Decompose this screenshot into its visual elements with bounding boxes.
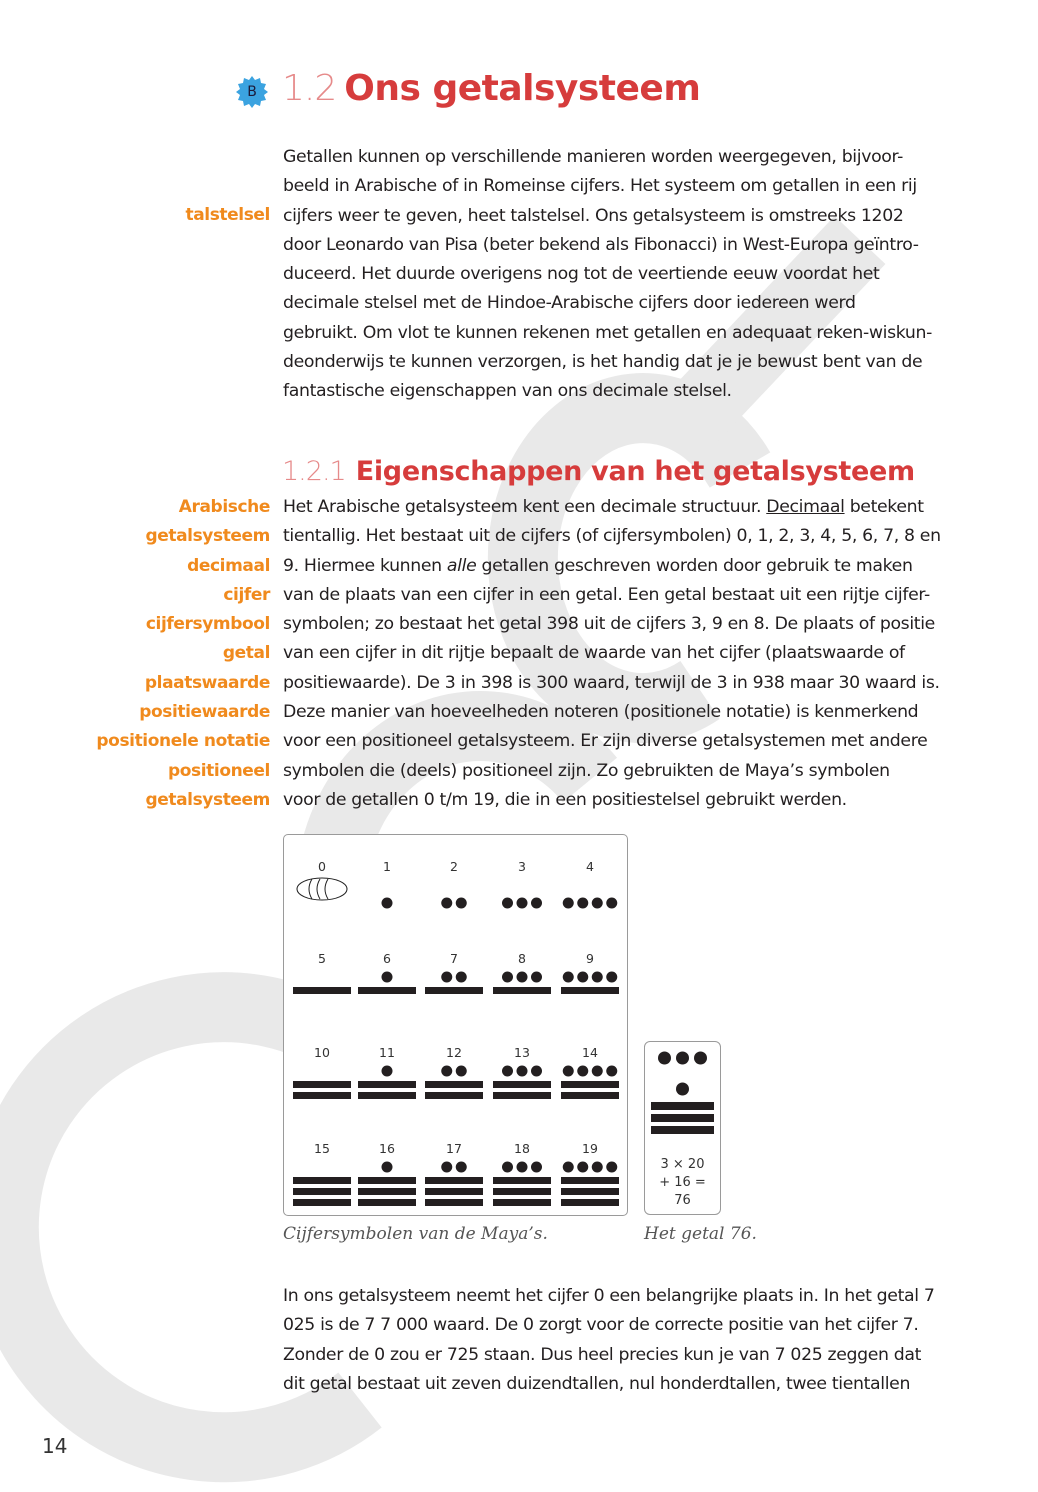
maya-symbol xyxy=(560,937,620,1017)
equation-line: 3 × 20 xyxy=(660,1157,705,1172)
numeral-label: 5 xyxy=(318,951,326,966)
maya-symbol xyxy=(357,1031,417,1111)
numeral-label: 0 xyxy=(318,859,326,874)
maya-dot xyxy=(531,1162,542,1173)
numeral-label: 1 xyxy=(383,859,391,874)
maya-dot xyxy=(563,898,574,909)
text-line: door Leonardo van Pisa (beter bekend als Fibonacci) in West-Europa geïntro- xyxy=(283,234,919,255)
maya-dot xyxy=(517,1162,528,1173)
text-line: Deze manier van hoeveelheden noteren (positionele notatie) is kenmerkend xyxy=(283,702,919,723)
equation xyxy=(645,1156,720,1210)
maya-numeral-11 xyxy=(357,1031,417,1111)
maya-bar xyxy=(293,1199,351,1206)
maya-bar xyxy=(358,1177,416,1184)
maya-symbol xyxy=(560,1031,620,1111)
text-line: beeld in Arabische of in Romeinse cijfers. Het systeem om getallen in een rij xyxy=(283,176,917,197)
maya-bar xyxy=(561,1177,619,1184)
margin-term: cijfer xyxy=(223,584,270,605)
maya-symbol xyxy=(292,845,352,925)
maya-symbol xyxy=(560,845,620,925)
section-badge xyxy=(236,76,268,108)
text-span: 9. Hiermee kunnen xyxy=(283,555,447,576)
numeral-label: 8 xyxy=(518,951,526,966)
numeral-label: 14 xyxy=(582,1045,598,1060)
maya-dot xyxy=(577,972,588,983)
maya-dot xyxy=(577,1066,588,1077)
maya-numeral-19 xyxy=(560,1127,620,1207)
maya-dot xyxy=(577,1162,588,1173)
maya-dot xyxy=(676,1052,689,1065)
text-line: symbolen; zo bestaat het getal 398 uit de cijfers 3, 9 en 8. De plaats of positie xyxy=(283,614,935,635)
maya-dot xyxy=(592,972,603,983)
maya-bar xyxy=(493,1177,551,1184)
text-line: van de plaats van een cijfer in een getal. Een getal bestaat uit een rijtje cijfer- xyxy=(283,584,930,605)
maya-dot xyxy=(592,1066,603,1077)
maya-bar xyxy=(651,1102,714,1110)
maya-bar xyxy=(358,987,416,994)
maya-dot xyxy=(563,972,574,983)
maya-dot xyxy=(456,898,467,909)
margin-term: positionele notatie xyxy=(96,731,270,752)
maya-dot xyxy=(502,1162,513,1173)
maya-dot xyxy=(676,1083,689,1096)
margin-term: plaatswaarde xyxy=(144,672,270,693)
maya-symbol xyxy=(424,845,484,925)
text-line xyxy=(283,552,948,581)
maya-symbol xyxy=(357,937,417,1017)
maya-symbol xyxy=(492,845,552,925)
text-line: cijfers weer te geven, heet talstelsel. Ons getalsysteem is omstreeks 1202 xyxy=(283,205,904,226)
numeral-label: 13 xyxy=(514,1045,530,1060)
maya-dot xyxy=(502,972,513,983)
maya-dot xyxy=(606,1066,617,1077)
maya-numeral-1 xyxy=(357,845,417,925)
margin-terms-subsection xyxy=(96,493,270,815)
maya-bar xyxy=(293,1188,351,1195)
maya-symbol xyxy=(492,937,552,1017)
maya-bar xyxy=(425,1177,483,1184)
text-line: van een cijfer in dit rijtje bepaalt de waarde van het cijfer (plaatswaarde of xyxy=(283,643,905,664)
text-line: symbolen die (deels) positioneel zijn. Zo gebruikten de Maya’s symbolen xyxy=(283,760,890,781)
maya-bar xyxy=(293,1177,351,1184)
numeral-label: 12 xyxy=(446,1045,462,1060)
maya-numeral-7 xyxy=(424,937,484,1017)
maya-dot xyxy=(441,898,452,909)
badge-letter: B xyxy=(247,84,257,100)
maya-dot xyxy=(592,898,603,909)
maya-numeral-12 xyxy=(424,1031,484,1111)
margin-term: positioneel xyxy=(167,760,270,781)
text-line xyxy=(283,493,948,522)
maya-bar xyxy=(425,1092,483,1099)
maya-symbol xyxy=(292,1127,352,1207)
maya-bar xyxy=(358,1188,416,1195)
section-heading xyxy=(282,68,700,109)
text-line: dit getal bestaat uit zeven duizendtallen, nul honderdtallen, twee tientallen xyxy=(283,1373,911,1394)
maya-dot xyxy=(517,972,528,983)
maya-dot xyxy=(502,1066,513,1077)
text-line: decimale stelsel met de Hindoe-Arabische cijfers door iedereen werd xyxy=(283,293,856,314)
maya-numeral-2 xyxy=(424,845,484,925)
maya-numeral-14 xyxy=(560,1031,620,1111)
text-line: fantastische eigenschappen van ons decimale stelsel. xyxy=(283,381,732,402)
maya-bar xyxy=(493,1188,551,1195)
margin-terms-section xyxy=(185,201,270,230)
maya-dot xyxy=(531,972,542,983)
equation-line: + 16 = xyxy=(659,1175,706,1190)
intro-paragraph xyxy=(283,143,948,407)
maya-dot xyxy=(577,898,588,909)
maya-76-figure xyxy=(644,1041,721,1215)
maya-numeral-18 xyxy=(492,1127,552,1207)
numeral-label: 15 xyxy=(314,1141,330,1156)
text-line: Getallen kunnen op verschillende manieren worden weergegeven, bijvoor- xyxy=(283,147,904,167)
subsection-number: 1.2.1 xyxy=(282,456,346,487)
numeral-label: 7 xyxy=(450,951,458,966)
margin-term: Arabische xyxy=(178,497,270,517)
numeral-label: 11 xyxy=(379,1045,395,1060)
maya-dot xyxy=(382,898,393,909)
text-line: positiewaarde). De 3 in 398 is 300 waard, terwijl de 3 in 938 maar 30 waard is. xyxy=(283,672,940,693)
text-line: tientallig. Het bestaat uit de cijfers (of cijfersymbolen) 0, 1, 2, 3, 4, 5, 6, 7, 8 en xyxy=(283,526,941,547)
maya-dot xyxy=(517,1066,528,1077)
maya-bar xyxy=(425,1199,483,1206)
italic-term: alle xyxy=(446,555,477,576)
text-line: voor de getallen 0 t/m 19, die in een positiestelsel gebruikt werden. xyxy=(283,789,847,810)
maya-dot xyxy=(606,898,617,909)
maya-dot xyxy=(502,898,513,909)
maya-bar xyxy=(561,987,619,994)
margin-term: decimaal xyxy=(187,555,270,576)
maya-symbol xyxy=(292,1031,352,1111)
underlined-term: Decimaal xyxy=(766,497,845,517)
page-number: 14 xyxy=(42,1434,68,1458)
numeral-label: 6 xyxy=(383,951,391,966)
properties-paragraph xyxy=(283,493,948,815)
numeral-label: 17 xyxy=(446,1141,462,1156)
maya-dot xyxy=(441,972,452,983)
numeral-label: 3 xyxy=(518,859,526,874)
maya-bar xyxy=(358,1199,416,1206)
text-line: voor een positioneel getalsysteem. Er zijn diverse getalsystemen met andere xyxy=(283,731,928,752)
maya-numeral-5 xyxy=(292,937,352,1017)
maya-symbol xyxy=(424,1031,484,1111)
maya-bar xyxy=(425,1081,483,1088)
maya-bar xyxy=(493,1092,551,1099)
text-span: Het Arabische getalsysteem kent een decimale structuur. xyxy=(283,497,767,517)
text-line: deonderwijs te kunnen verzorgen, is het handig dat je je bewust bent van de xyxy=(283,352,923,373)
closing-paragraph xyxy=(283,1282,948,1399)
margin-term: getalsysteem xyxy=(145,789,270,810)
maya-dot xyxy=(563,1162,574,1173)
margin-term: positiewaarde xyxy=(139,702,270,723)
maya-bar xyxy=(358,1081,416,1088)
maya-dot xyxy=(382,972,393,983)
subsection-heading xyxy=(282,456,915,487)
maya-dot xyxy=(456,972,467,983)
maya-dot xyxy=(531,1066,542,1077)
section-title: Ons getalsysteem xyxy=(344,68,701,109)
maya-numeral-8 xyxy=(492,937,552,1017)
maya-bar xyxy=(293,987,351,994)
maya-dot xyxy=(382,1162,393,1173)
numeral-label: 19 xyxy=(582,1141,598,1156)
maya-symbol xyxy=(357,1127,417,1207)
maya-numeral-6 xyxy=(357,937,417,1017)
maya-bar xyxy=(493,987,551,994)
maya-numeral-16 xyxy=(357,1127,417,1207)
margin-term: getal xyxy=(222,643,270,664)
maya-dot xyxy=(456,1162,467,1173)
maya-bar xyxy=(561,1081,619,1088)
numeral-label: 4 xyxy=(586,859,594,874)
maya-dot xyxy=(563,1066,574,1077)
maya-bar xyxy=(293,1081,351,1088)
text-line: Zonder de 0 zou er 725 staan. Dus heel precies kun je van 7 025 zeggen dat xyxy=(283,1344,922,1365)
maya-symbol xyxy=(560,1127,620,1207)
maya-numeral-13 xyxy=(492,1031,552,1111)
margin-term: getalsysteem xyxy=(145,526,270,547)
numeral-label: 2 xyxy=(450,859,458,874)
maya-bar xyxy=(651,1114,714,1122)
maya-dot xyxy=(658,1052,671,1065)
text-line: gebruikt. Om vlot te kunnen rekenen met getallen en adequaat reken-wiskun- xyxy=(283,322,932,343)
maya-bar xyxy=(651,1126,714,1134)
text-line: In ons getalsysteem neemt het cijfer 0 een belangrijke plaats in. In het getal 7 xyxy=(283,1286,935,1306)
text-span: getallen geschreven worden door gebruik te maken xyxy=(476,555,913,576)
maya-symbol xyxy=(492,1031,552,1111)
maya-dot xyxy=(382,1066,393,1077)
maya-dot xyxy=(456,1066,467,1077)
maya-figure-caption: Cijfersymbolen van de Maya’s. xyxy=(283,1224,548,1244)
maya-bar xyxy=(561,1092,619,1099)
subsection-title: Eigenschappen van het getalsysteem xyxy=(355,456,915,487)
maya-bar xyxy=(561,1188,619,1195)
maya-numeral-0 xyxy=(292,845,352,925)
maya-symbol xyxy=(357,845,417,925)
maya-bar xyxy=(358,1092,416,1099)
maya-dot xyxy=(531,898,542,909)
maya-dot xyxy=(441,1162,452,1173)
maya-dot xyxy=(441,1066,452,1077)
numeral-label: 18 xyxy=(514,1141,530,1156)
maya-numeral-15 xyxy=(292,1127,352,1207)
maya-symbol xyxy=(492,1127,552,1207)
maya-symbol xyxy=(424,1127,484,1207)
text-line: duceerd. Het duurde overigens nog tot de veertiende eeuw voordat het xyxy=(283,264,880,285)
maya-symbol xyxy=(424,937,484,1017)
maya-numeral-10 xyxy=(292,1031,352,1111)
maya-bar xyxy=(425,1188,483,1195)
section-number: 1.2 xyxy=(282,68,337,109)
margin-term: talstelsel xyxy=(185,205,270,225)
maya-dot xyxy=(517,898,528,909)
maya-bar xyxy=(293,1092,351,1099)
maya-bar xyxy=(561,1199,619,1206)
maya-76-symbol xyxy=(645,1042,720,1152)
shell-zero-icon xyxy=(297,878,347,900)
maya-bar xyxy=(493,1081,551,1088)
numeral-label: 10 xyxy=(314,1045,330,1060)
maya-dot xyxy=(606,972,617,983)
maya-dot xyxy=(606,1162,617,1173)
numeral-label: 9 xyxy=(586,951,594,966)
maya-numeral-17 xyxy=(424,1127,484,1207)
numeral-label: 16 xyxy=(379,1141,395,1156)
maya-dot xyxy=(592,1162,603,1173)
maya-numeral-9 xyxy=(560,937,620,1017)
maya-numerals-figure xyxy=(283,834,628,1216)
maya-symbol xyxy=(292,937,352,1017)
equation-line: 76 xyxy=(674,1193,691,1208)
maya-dot xyxy=(694,1052,707,1065)
maya-bar xyxy=(425,987,483,994)
maya-bar xyxy=(493,1199,551,1206)
text-line: 025 is de 7 7 000 waard. De 0 zorgt voor de correcte positie van het cijfer 7. xyxy=(283,1315,919,1336)
maya-numeral-3 xyxy=(492,845,552,925)
text-span: betekent xyxy=(844,497,924,517)
margin-term: cijfersymbool xyxy=(145,614,270,635)
figure-76-caption: Het getal 76. xyxy=(644,1224,757,1244)
maya-numeral-4 xyxy=(560,845,620,925)
